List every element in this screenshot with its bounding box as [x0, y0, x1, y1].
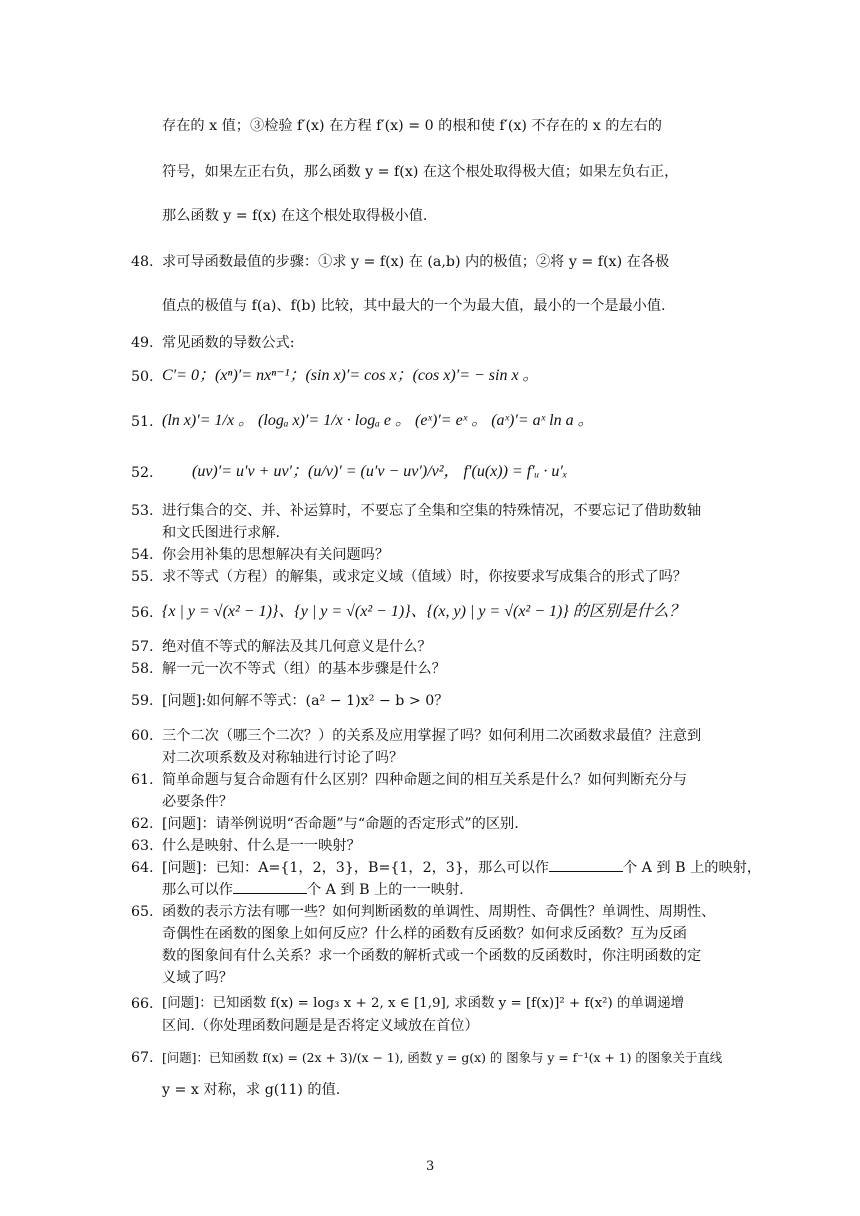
formula-line: {x | y = √(x² − 1)}、{y | y = √(x² − 1)}、{(x, y) | y = √(x² − 1)} 的区别是什么？: [162, 603, 685, 620]
item-number: 58.: [131, 661, 154, 677]
text-line: 什么是映射、什么是一一映射？: [162, 838, 361, 854]
text-line: 区间.（你处理函数问题是是否将定义域放在首位）: [162, 1018, 479, 1034]
text-line: 绝对值不等式的解法及其几何意义是什么？: [162, 639, 432, 655]
text-line: [问题]：已知函数 f(x) = (2x + 3)/(x − 1), 函数 y = g(x) 的 图象与 y = f⁻¹(x + 1) 的图象关于直线: [162, 1050, 723, 1065]
item-number: 63.: [131, 838, 154, 854]
text-line: 奇偶性在函数的图象上如何反应？什么样的函数有反函数？如何求反函数？互为反函: [162, 926, 687, 942]
item-number: 49.: [131, 335, 154, 351]
formula-line: (ln x)′= 1/x 。 (logₐ x)′= 1/x · logₐ e 。 (eˣ)′= eˣ 。 (aˣ)′= aˣ ln a 。: [162, 412, 594, 429]
item-number: 67.: [131, 1050, 154, 1066]
item-number: 61.: [131, 772, 154, 788]
text-line: 必要条件？: [162, 794, 233, 810]
item-number: 55.: [131, 569, 154, 585]
text-segment: 个 A 到 B 上的一一映射.: [306, 882, 464, 898]
formula-line: C′= 0；(xⁿ)′= nxⁿ⁻¹；(sin x)′= cos x；(cos x)′= − sin x 。: [162, 367, 539, 384]
text-line: 函数的表示方法有哪一些？如何判断函数的单调性、周期性、奇偶性？单调性、周期性、: [162, 904, 716, 920]
text-line: [问题]：已知函数 f(x) = log₃ x + 2, x ∈ [1,9], 求函数 y = [f(x)]² + f(x²) 的单调递增: [162, 996, 684, 1011]
text-line: [问题]：请举例说明“否命题”与“命题的否定形式”的区别.: [162, 816, 519, 832]
text-line: 义域了吗？: [162, 970, 233, 986]
text-line: 常见函数的导数公式:: [162, 335, 295, 351]
item-number: 60.: [131, 728, 154, 744]
text-segment: [问题]：已知：A={1，2，3}，B={1，2，3}，那么可以作: [162, 860, 549, 876]
fill-blank: [549, 859, 623, 872]
text-line: 对二次项系数及对称轴进行讨论了吗？: [162, 750, 404, 766]
text-line: [问题]:如何解不等式：(a² − 1)x² − b > 0？: [162, 693, 449, 709]
item-number: 51.: [131, 414, 154, 430]
text-line: [162, 859, 761, 877]
item-number: 48.: [131, 254, 154, 270]
item-number: 65.: [131, 904, 154, 920]
text-line: 三个二次（哪三个二次？）的关系及应用掌握了吗？如何利用二次函数求最值？注意到: [162, 728, 702, 744]
text-line: 符号，如果左正右负，那么函数 y = f(x) 在这个根处取得极大值；如果左负右正，: [162, 164, 679, 180]
text-line: 求不等式（方程）的解集，或求定义域（值域）时，你按要求写成集合的形式了吗？: [162, 569, 687, 585]
item-number: 56.: [131, 605, 154, 621]
text-segment: 个 A 到 B 上的映射，: [622, 860, 762, 876]
item-number: 57.: [131, 639, 154, 655]
text-line: [162, 881, 464, 899]
item-number: 50.: [131, 369, 154, 385]
item-number: 64.: [131, 860, 154, 876]
text-line: 你会用补集的思想解决有关问题吗？: [162, 547, 390, 563]
text-line: 进行集合的交、并、补运算时，不要忘了全集和空集的特殊情况，不要忘记了借助数轴: [162, 503, 702, 519]
text-line: 值点的极值与 f(a)、f(b) 比较，其中最大的一个为最大值，最小的一个是最小值.: [162, 298, 666, 314]
text-line: 那么函数 y = f(x) 在这个根处取得极小值.: [162, 208, 428, 224]
text-line: 简单命题与复合命题有什么区别？四种命题之间的相互关系是什么？如何判断充分与: [162, 772, 687, 788]
item-number: 66.: [131, 996, 154, 1012]
text-line: 求可导函数最值的步骤：①求 y = f(x) 在 (a,b) 内的极值；②将 y = f(x) 在各极: [162, 254, 670, 270]
text-line: 存在的 x 值；③检验 f′(x) 在方程 f′(x) = 0 的根和使 f′(x) 不存在的 x 的左右的: [162, 118, 662, 134]
text-line: 和文氏图进行求解.: [162, 525, 281, 541]
text-line: 解一元一次不等式（组）的基本步骤是什么？: [162, 661, 446, 677]
formula-line: (uv)′= u′v + uv′；(u/v)′ = (u′v − uv′)/v²， f′(u(x)) = f′ᵤ · u′ₓ: [192, 463, 568, 480]
fill-blank: [233, 881, 307, 894]
item-number: 53.: [131, 503, 154, 519]
text-line: 数的图象间有什么关系？求一个函数的解析式或一个函数的反函数时，你注明函数的定: [162, 948, 702, 964]
item-number: 52.: [131, 465, 154, 481]
item-number: 59.: [131, 693, 154, 709]
text-segment: 那么可以作: [162, 882, 233, 898]
item-number: 62.: [131, 816, 154, 832]
page-number: 3: [426, 1159, 435, 1174]
text-line: y = x 对称，求 g(11) 的值.: [162, 1082, 341, 1098]
item-number: 54.: [131, 547, 154, 563]
